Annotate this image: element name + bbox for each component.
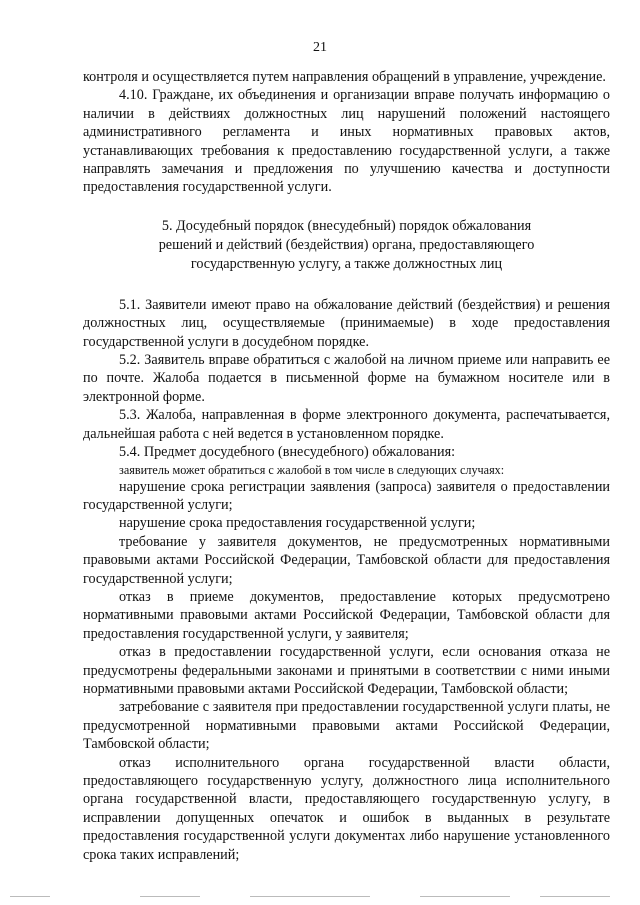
section-heading bbox=[83, 217, 610, 274]
paragraph: 5.2. Заявитель вправе обратиться с жалобой на личном приеме или направить ее по почте. Жалоба подается в письменной форме на бумажном носителе или в электронной форме. bbox=[83, 352, 610, 405]
paragraph: заявитель может обратиться с жалобой в том числе в следующих случаях: bbox=[119, 462, 505, 477]
scan-artifact bbox=[0, 896, 640, 899]
list-item: отказ в предоставлении государственной услуги, если основания отказа не предусмотрены федеральными законами и принятыми в соответствии с ними иными нормативными правовыми актами Российской Федерации, Тамбовской области; bbox=[83, 644, 610, 697]
paragraph: 5.4. Предмет досудебного (внесудебного) обжалования: bbox=[119, 444, 456, 461]
list-item: нарушение срока регистрации заявления (запроса) заявителя о предоставлении государственной услуги; bbox=[83, 478, 610, 513]
paragraph: контроля и осуществляется путем направления обращений в управление, учреждение. bbox=[83, 69, 606, 85]
list-item: отказ исполнительного органа государственной власти области, предоставляющего государственную услугу, должностного лица исполнительного органа государственной власти, предоставляющего государственную услугу, в исправлении допущенных опечаток и ошибок в выданных в результате предоставления государственной услуги документах либо нарушение установленного срока таких исправлений; bbox=[83, 754, 610, 863]
list-item: затребование с заявителя при предоставлении государственной услуги платы, не предусмотренной нормативными правовыми актами Российской Федерации, Тамбовской области; bbox=[83, 699, 610, 753]
paragraph: 5.1. Заявители имеют право на обжалование действий (бездействия) и решения должностных лиц, осуществляемые (принимаемые) в ходе предоставления государственной услуги в досудебном порядке. bbox=[83, 296, 610, 350]
paragraph: 4.10. Граждане, их объединения и организации вправе получать информацию о наличии в действиях должностных лиц нарушений положений настоящего административного регламента и иных нормативных правовых актов, устанавливающих требования к предоставлению государственной услуги, а также направлять замечания и предложения по улучшению качества и доступности предоставления государственной услуги. bbox=[83, 87, 610, 196]
heading-line: государственную услугу, а также должностных лиц bbox=[190, 255, 503, 272]
paragraph: 5.3. Жалоба, направленная в форме электронного документа, распечатывается, дальнейшая работа с ней ведется в установленном порядке. bbox=[83, 407, 610, 442]
list-item: отказ в приеме документов, предоставление которых предусмотрено нормативными правовыми актами Российской Федерации, Тамбовской области для предоставления государственной услуги, у заявителя; bbox=[83, 588, 610, 642]
page-number: 21 bbox=[313, 40, 327, 55]
document-body bbox=[83, 68, 610, 864]
heading-line: 5. Досудебный порядок (внесудебный) порядок обжалования bbox=[161, 217, 532, 234]
heading-line: решений и действий (бездействия) органа, предоставляющего bbox=[158, 236, 535, 253]
list-item: нарушение срока предоставления государственной услуги; bbox=[119, 515, 476, 532]
list-item: требование у заявителя документов, не предусмотренных нормативными правовыми актами Российской Федерации, Тамбовской области для предоставления государственной услуги; bbox=[83, 533, 610, 587]
